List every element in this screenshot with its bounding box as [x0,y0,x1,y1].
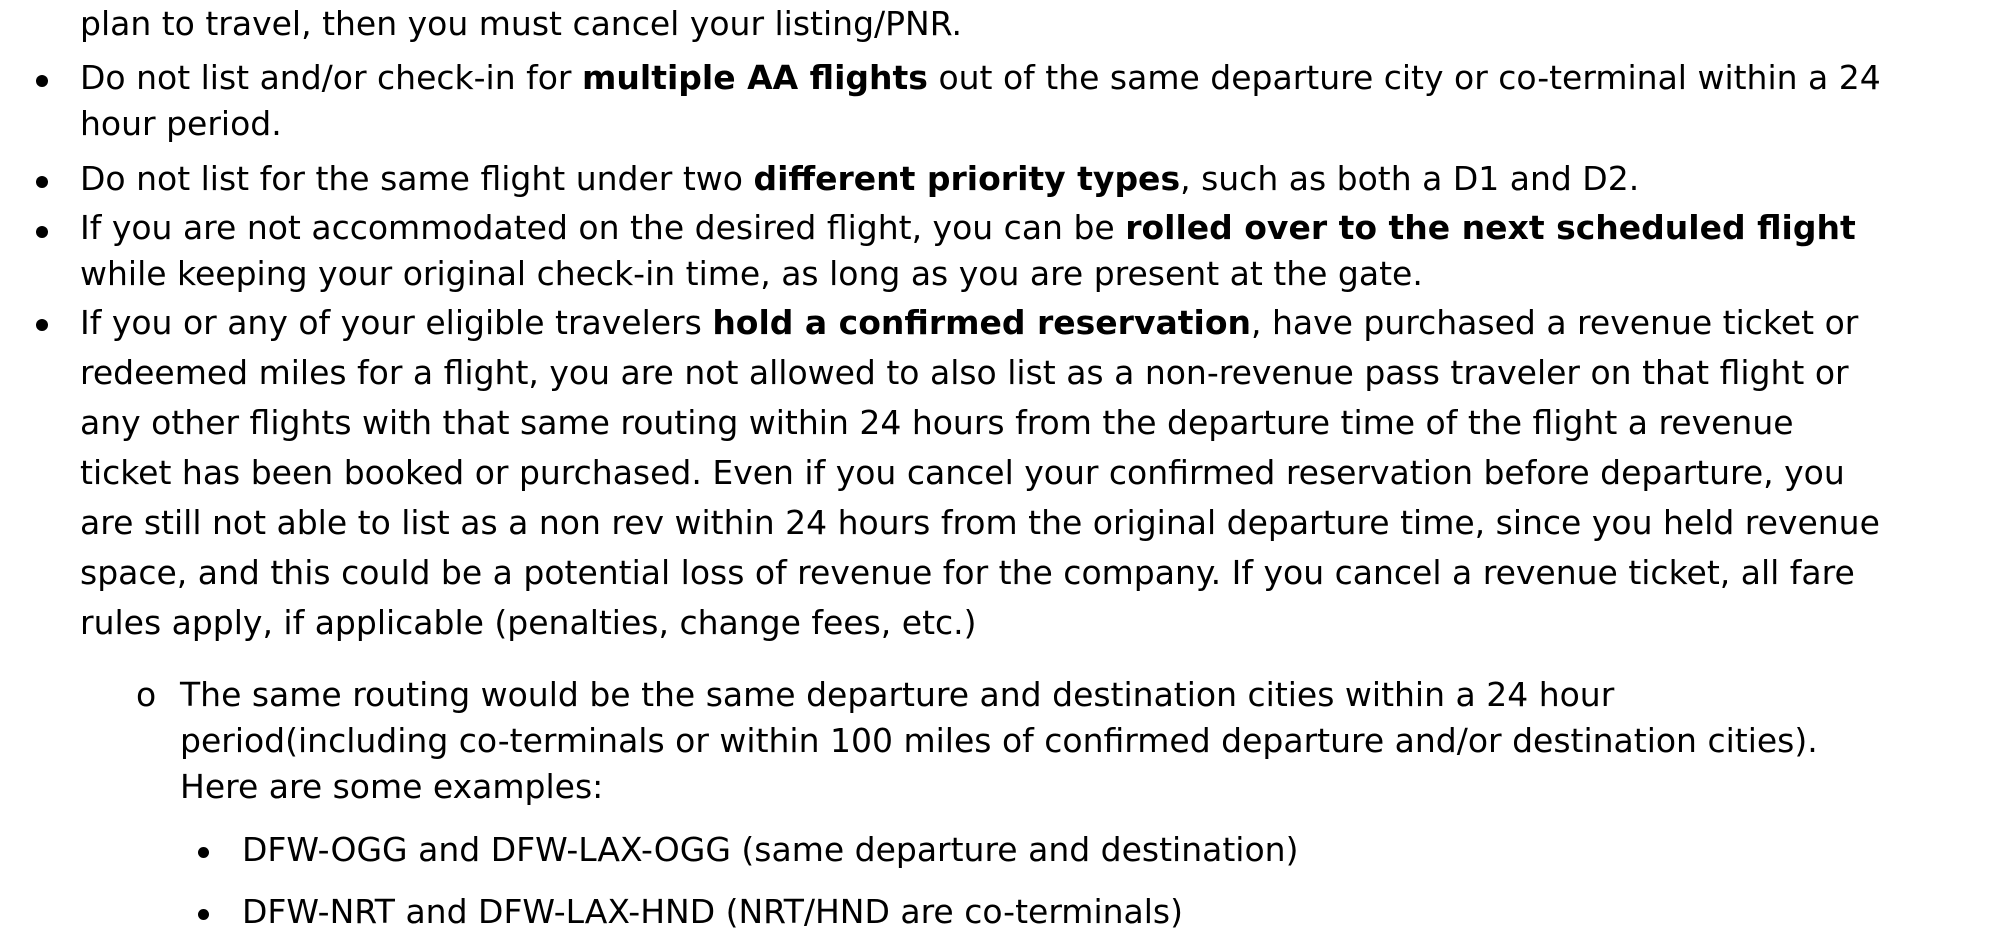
bullet-icon [36,176,48,188]
text-line: ticket has been booked or purchased. Even if you cancel your confirmed reservation before departure, you [80,453,1845,492]
text-line: rules apply, if applicable (penalties, change fees, etc.) [80,603,977,642]
bold-text: hold a confirmed reservation [712,303,1251,342]
bullet-icon [36,75,48,87]
text-line: any other flights with that same routing within 24 hours from the departure time of the flight a revenue [80,403,1794,442]
bold-text: different priority types [753,159,1181,198]
text-line: are still not able to list as a non rev within 24 hours from the original departure time, since you held revenue [80,503,1880,542]
bullet-icon [198,847,209,858]
text-run: Do not list and/or check-in for [80,58,582,97]
bullet-icon [36,226,48,238]
text-line: redeemed miles for a flight, you are not allowed to also list as a non-revenue pass traveler on that flight or [80,353,1849,392]
text-run: , have purchased a revenue ticket or [1250,303,1859,342]
text-run: Do not list for the same flight under two [80,159,754,198]
list-item-rollover [80,208,1856,248]
text-run: If you are not accommodated on the desired flight, you can be [80,208,1126,247]
text-line: hour period. [80,104,282,143]
bullet-icon [198,909,209,920]
example-item: DFW-OGG and DFW-LAX-OGG (same departure and destination) [242,830,1299,869]
text-line: space, and this could be a potential loss of revenue for the company. If you cancel a revenue ticket, all fare [80,553,1855,592]
text-run: out of the same departure city or co-terminal within a 24 [927,58,1881,97]
text-line: Here are some examples: [180,767,604,806]
text-run: If you or any of your eligible travelers [80,303,713,342]
text-line: plan to travel, then you must cancel your listing/PNR. [80,4,962,43]
list-item-confirmed-reservation [80,303,1858,343]
list-item-priority-types [80,159,1639,199]
bold-text: multiple AA flights [582,58,928,97]
text-line: The same routing would be the same departure and destination cities within a 24 hour [180,675,1615,714]
text-run: , such as both a D1 and D2. [1180,159,1640,198]
text-line: while keeping your original check-in time, as long as you are present at the gate. [80,254,1423,293]
example-item: DFW-NRT and DFW-LAX-HND (NRT/HND are co-terminals) [242,892,1183,931]
bullet-icon [36,319,48,331]
list-item-multiple-flights [80,58,1881,98]
text-line: period(including co-terminals or within 100 miles of confirmed departure and/or destination cities). [180,721,1818,760]
bold-text: rolled over to the next scheduled flight [1125,208,1856,247]
sub-bullet-marker: o [136,675,157,714]
